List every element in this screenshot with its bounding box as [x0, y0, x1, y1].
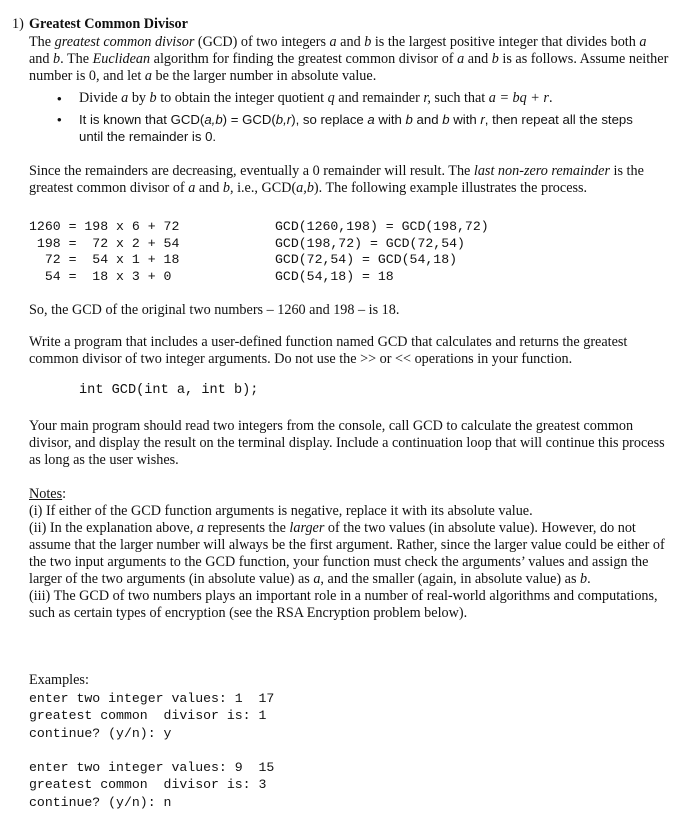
examples-label: Examples: — [29, 672, 89, 688]
bullet-icon: • — [57, 112, 62, 127]
function-prototype: int GCD(int a, int b); — [79, 383, 259, 398]
problem-number: 1) — [12, 16, 24, 32]
console-line: greatest common divisor is: 1 — [29, 708, 267, 724]
examples-console-output — [29, 690, 274, 811]
write-program-paragraph: Write a program that includes a user-defined function named GCD that calculates and returns the greatest common divisor of two integer arguments. Do not use the >> or << operations in your function. — [29, 334, 628, 367]
intro-paragraph: The greatest common divisor (GCD) of two integers a and b is the largest positive integer that divides both a and b. The Euclidean algorithm for finding the greatest common divisor of a and b is as follows. Assume neither number is 0, and let a be the larger number in absolute value. — [29, 34, 669, 84]
notes-heading: Notes: — [29, 486, 67, 502]
example-division-steps — [29, 219, 179, 285]
gcd-line: GCD(72,54) = GCD(54,18) — [275, 252, 458, 267]
console-line: continue? (y/n): n — [29, 794, 172, 810]
console-line-blank — [29, 742, 274, 759]
note-3: (iii) The GCD of two numbers plays an important role in a number of real-world algorithms and computations, such as certain types of encryption (see the RSA Encryption problem below). — [29, 588, 658, 621]
console-line: greatest common divisor is: 3 — [29, 777, 267, 793]
console-line: continue? (y/n): y — [29, 725, 172, 741]
note-2: (ii) In the explanation above, a represents the larger of the two values (in absolute value). However, do not assume that the larger number will always be the first argument. Rather, since the larger value could be either of the two input arguments to the GCD function, your function must check the arguments’ values and assign the larger of the two arguments (in absolute value) as a, and the smaller (again, in absolute value) as b. — [29, 520, 665, 587]
main-program-paragraph: Your main program should read two integers from the console, call GCD to calculate the greatest common divisor, and display the result on the terminal display. Include a continuation loop that will continue this process as long as the user wishes. — [29, 418, 665, 468]
division-line: 54 = 18 x 3 + 0 — [29, 268, 172, 284]
note-1: (i) If either of the GCD function arguments is negative, replace it with its absolute value. — [29, 503, 533, 519]
bullet-icon: • — [57, 91, 62, 106]
division-line: 72 = 54 x 1 + 18 — [29, 252, 180, 267]
console-line: enter two integer values: 9 15 — [29, 760, 275, 776]
gcd-line: GCD(54,18) = 18 — [275, 268, 394, 284]
problem-title-text: Greatest Common Divisor — [29, 16, 188, 32]
algorithm-step-2: • It is known that GCD(a,b) = GCD(b,r), so replace a with b and b with r, then repeat all the steps until the remainder is 0. — [57, 112, 633, 144]
gcd-line: GCD(198,72) = GCD(72,54) — [275, 235, 465, 251]
example-gcd-steps — [275, 219, 489, 285]
console-line: enter two integer values: 1 17 — [29, 691, 275, 706]
since-paragraph: Since the remainders are decreasing, eventually a 0 remainder will result. The last non-zero remainder is the greatest common divisor of a and b, i.e., GCD(a,b). The following example illustrates the process. — [29, 163, 644, 196]
division-line: 198 = 72 x 2 + 54 — [29, 235, 180, 251]
division-line: 1260 = 198 x 6 + 72 — [29, 219, 180, 234]
gcd-line: GCD(1260,198) = GCD(198,72) — [275, 219, 489, 234]
problem-title — [12, 16, 188, 33]
notes-section — [29, 486, 669, 622]
so-result-line: So, the GCD of the original two numbers – 1260 and 198 – is 18. — [29, 302, 400, 318]
